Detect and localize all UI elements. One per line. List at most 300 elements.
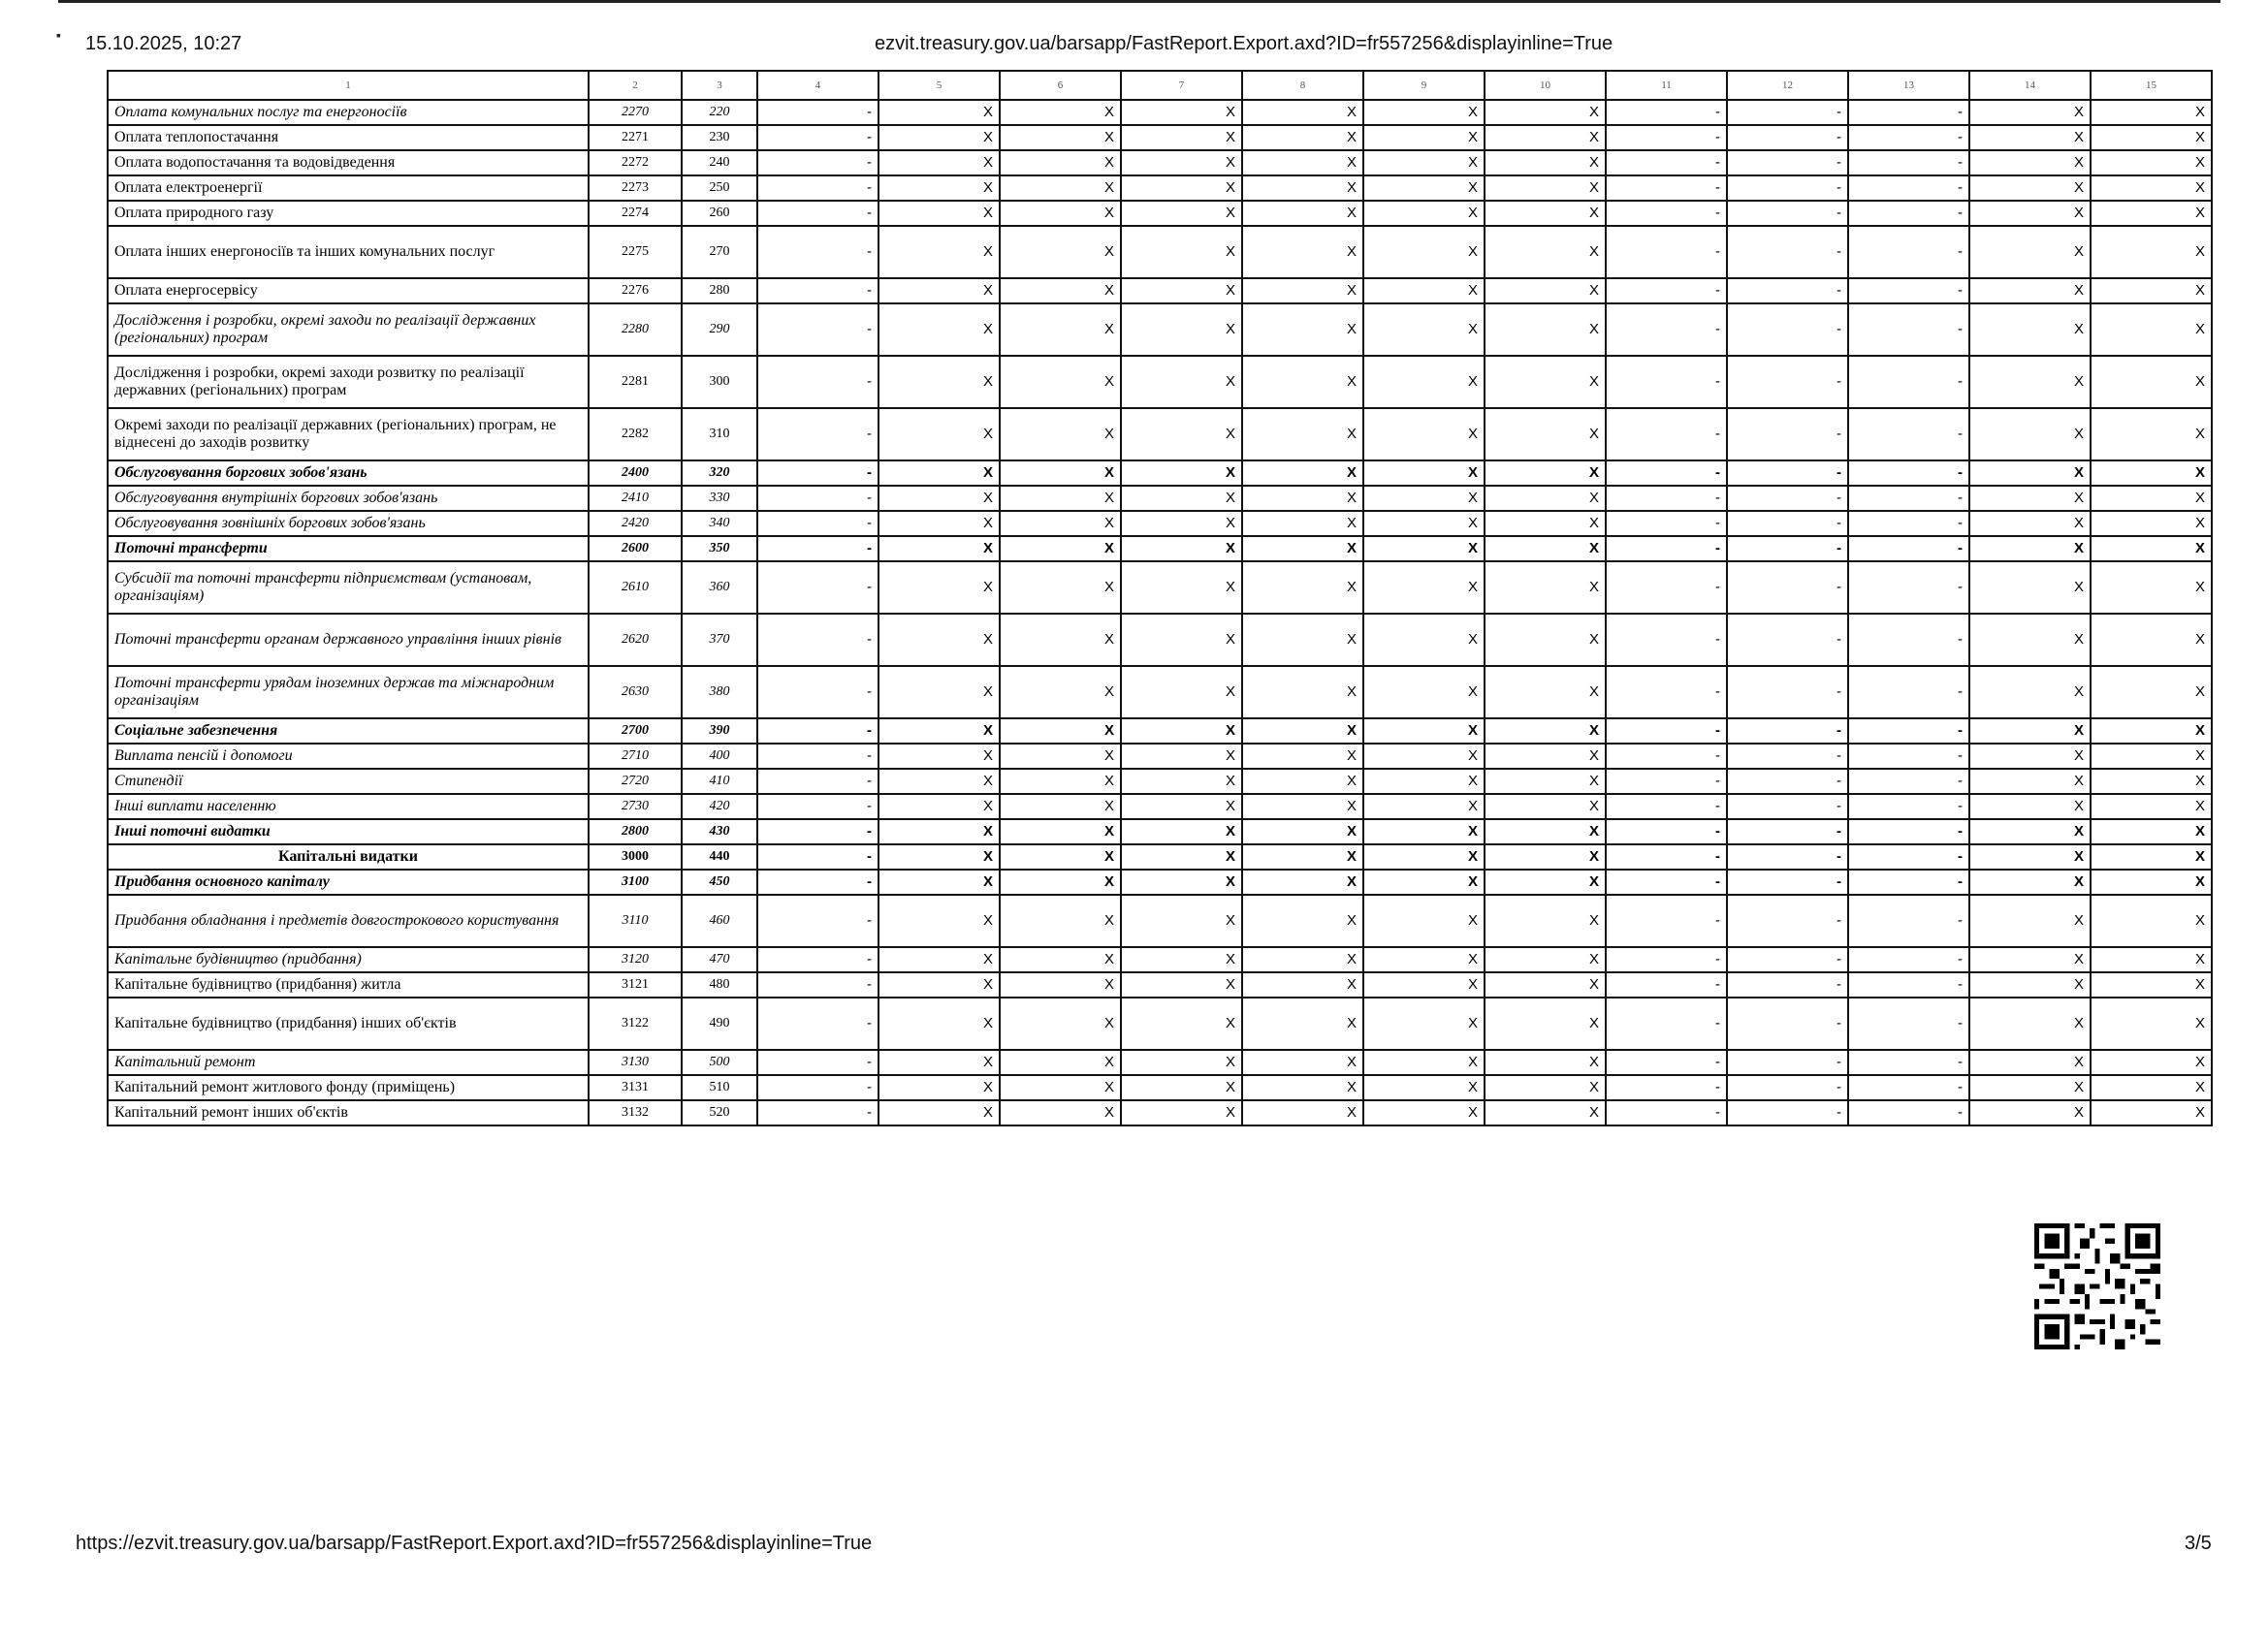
table-cell: X xyxy=(1121,460,1242,486)
table-row xyxy=(108,175,2212,201)
table-cell: X xyxy=(1363,870,1485,895)
table-cell: - xyxy=(757,998,878,1050)
row-line-code: 260 xyxy=(682,201,757,226)
table-cell: X xyxy=(878,895,1000,947)
table-cell: - xyxy=(1727,175,1848,201)
table-cell: X xyxy=(1969,614,2091,666)
table-cell: X xyxy=(1969,794,2091,819)
table-cell: X xyxy=(1000,536,1121,561)
table-cell: - xyxy=(1606,1050,1727,1075)
table-cell: X xyxy=(1000,972,1121,998)
table-cell: X xyxy=(2091,125,2212,150)
table-cell: X xyxy=(1363,1100,1485,1125)
table-cell: - xyxy=(1848,460,1969,486)
row-kekv-code: 3120 xyxy=(589,947,682,972)
table-cell: - xyxy=(1606,769,1727,794)
table-cell: X xyxy=(1000,100,1121,125)
table-cell: X xyxy=(1242,278,1363,303)
row-line-code: 270 xyxy=(682,226,757,278)
table-cell: - xyxy=(1727,226,1848,278)
table-cell: - xyxy=(1727,536,1848,561)
table-cell: - xyxy=(1606,125,1727,150)
column-number: 10 xyxy=(1485,71,1606,100)
table-row xyxy=(108,998,2212,1050)
table-cell: X xyxy=(878,125,1000,150)
row-label: Капітальні видатки xyxy=(108,844,589,870)
table-cell: X xyxy=(1000,201,1121,226)
table-row xyxy=(108,278,2212,303)
table-cell: X xyxy=(1363,947,1485,972)
table-cell: X xyxy=(1485,769,1606,794)
table-cell: X xyxy=(878,278,1000,303)
table-cell: X xyxy=(1969,511,2091,536)
table-cell: - xyxy=(757,408,878,460)
table-cell: X xyxy=(1363,226,1485,278)
table-cell: X xyxy=(2091,175,2212,201)
table-cell: - xyxy=(1727,794,1848,819)
table-cell: X xyxy=(1363,536,1485,561)
table-cell: - xyxy=(757,947,878,972)
table-cell: X xyxy=(2091,972,2212,998)
table-cell: X xyxy=(1363,844,1485,870)
row-label: Капітальний ремонт xyxy=(108,1050,589,1075)
row-label: Капітальне будівництво (придбання) xyxy=(108,947,589,972)
table-cell: X xyxy=(1363,561,1485,614)
table-cell: X xyxy=(1000,150,1121,175)
column-number: 8 xyxy=(1242,71,1363,100)
table-cell: X xyxy=(1242,511,1363,536)
table-cell: - xyxy=(1606,511,1727,536)
table-cell: X xyxy=(1242,769,1363,794)
row-line-code: 480 xyxy=(682,972,757,998)
table-row xyxy=(108,125,2212,150)
table-cell: X xyxy=(1121,718,1242,744)
table-cell: X xyxy=(1000,561,1121,614)
table-cell: X xyxy=(878,408,1000,460)
table-cell: X xyxy=(1121,536,1242,561)
table-cell: - xyxy=(1727,666,1848,718)
row-line-code: 360 xyxy=(682,561,757,614)
table-cell: X xyxy=(1000,460,1121,486)
table-cell: X xyxy=(1363,486,1485,511)
table-cell: - xyxy=(1848,870,1969,895)
table-cell: X xyxy=(2091,844,2212,870)
table-cell: X xyxy=(1485,561,1606,614)
table-cell: X xyxy=(2091,356,2212,408)
table-cell: - xyxy=(1848,408,1969,460)
table-cell: X xyxy=(2091,794,2212,819)
column-number: 5 xyxy=(878,71,1000,100)
table-cell: X xyxy=(1242,175,1363,201)
table-cell: X xyxy=(1121,998,1242,1050)
row-kekv-code: 3100 xyxy=(589,870,682,895)
table-cell: X xyxy=(878,998,1000,1050)
table-cell: X xyxy=(1363,511,1485,536)
table-cell: X xyxy=(2091,769,2212,794)
table-cell: - xyxy=(1727,303,1848,356)
table-cell: X xyxy=(1242,614,1363,666)
table-cell: - xyxy=(757,1100,878,1125)
table-row xyxy=(108,226,2212,278)
table-cell: X xyxy=(1363,150,1485,175)
table-cell: - xyxy=(757,511,878,536)
row-label: Оплата енергосервісу xyxy=(108,278,589,303)
page-url-header: ezvit.treasury.gov.ua/barsapp/FastReport.Export.axd?ID=fr557256&displayinline=True xyxy=(875,33,1613,54)
table-cell: X xyxy=(1121,947,1242,972)
table-cell: X xyxy=(1000,844,1121,870)
table-cell: - xyxy=(757,614,878,666)
row-label: Інші поточні видатки xyxy=(108,819,589,844)
table-cell: X xyxy=(1121,561,1242,614)
table-cell: - xyxy=(757,844,878,870)
row-kekv-code: 2600 xyxy=(589,536,682,561)
table-cell: X xyxy=(2091,1075,2212,1100)
table-cell: X xyxy=(1363,744,1485,769)
row-kekv-code: 3130 xyxy=(589,1050,682,1075)
table-cell: X xyxy=(878,150,1000,175)
row-line-code: 490 xyxy=(682,998,757,1050)
table-row xyxy=(108,1100,2212,1125)
table-cell: X xyxy=(1363,125,1485,150)
row-line-code: 220 xyxy=(682,100,757,125)
row-line-code: 350 xyxy=(682,536,757,561)
row-kekv-code: 2276 xyxy=(589,278,682,303)
table-cell: - xyxy=(1606,100,1727,125)
table-cell: X xyxy=(1000,486,1121,511)
row-label: Поточні трансферти органам державного управління інших рівнів xyxy=(108,614,589,666)
row-line-code: 410 xyxy=(682,769,757,794)
table-cell: X xyxy=(1485,536,1606,561)
page-number: 3/5 xyxy=(2185,1533,2212,1554)
table-row xyxy=(108,356,2212,408)
table-cell: X xyxy=(1485,870,1606,895)
row-label: Виплата пенсій і допомоги xyxy=(108,744,589,769)
table-cell: X xyxy=(1969,486,2091,511)
table-cell: X xyxy=(2091,561,2212,614)
table-row xyxy=(108,844,2212,870)
table-cell: X xyxy=(1363,666,1485,718)
table-cell: X xyxy=(1000,303,1121,356)
table-cell: X xyxy=(2091,201,2212,226)
row-kekv-code: 2282 xyxy=(589,408,682,460)
table-cell: X xyxy=(1363,769,1485,794)
column-number: 6 xyxy=(1000,71,1121,100)
table-row xyxy=(108,1050,2212,1075)
row-label: Оплата теплопостачання xyxy=(108,125,589,150)
table-cell: X xyxy=(1485,226,1606,278)
table-cell: X xyxy=(1485,201,1606,226)
column-number: 2 xyxy=(589,71,682,100)
table-cell: - xyxy=(1848,100,1969,125)
table-cell: X xyxy=(1363,278,1485,303)
row-label: Інші виплати населенню xyxy=(108,794,589,819)
table-cell: X xyxy=(1242,486,1363,511)
table-cell: - xyxy=(1606,561,1727,614)
column-number: 13 xyxy=(1848,71,1969,100)
table-cell: X xyxy=(1485,844,1606,870)
table-cell: X xyxy=(1121,278,1242,303)
table-cell: X xyxy=(1363,175,1485,201)
row-label: Оплата інших енергоносіїв та інших комунальних послуг xyxy=(108,226,589,278)
table-cell: X xyxy=(1485,895,1606,947)
table-row xyxy=(108,536,2212,561)
table-cell: X xyxy=(1242,460,1363,486)
row-line-code: 250 xyxy=(682,175,757,201)
table-cell: X xyxy=(1242,718,1363,744)
table-cell: - xyxy=(1606,794,1727,819)
table-cell: - xyxy=(1606,1075,1727,1100)
row-line-code: 500 xyxy=(682,1050,757,1075)
table-cell: - xyxy=(1848,201,1969,226)
row-line-code: 430 xyxy=(682,819,757,844)
table-cell: X xyxy=(1121,408,1242,460)
table-cell: X xyxy=(1242,1050,1363,1075)
table-cell: X xyxy=(1363,408,1485,460)
table-cell: - xyxy=(1848,486,1969,511)
table-cell: X xyxy=(878,819,1000,844)
table-cell: X xyxy=(1242,794,1363,819)
table-cell: - xyxy=(1606,744,1727,769)
table-cell: - xyxy=(1848,895,1969,947)
table-row xyxy=(108,819,2212,844)
page-url-footer: https://ezvit.treasury.gov.ua/barsapp/FastReport.Export.axd?ID=fr557256&displayinline=True xyxy=(76,1533,873,1554)
table-cell: X xyxy=(1242,1075,1363,1100)
table-cell: X xyxy=(1242,819,1363,844)
table-cell: - xyxy=(1727,744,1848,769)
table-cell: X xyxy=(1485,303,1606,356)
table-cell: - xyxy=(1848,175,1969,201)
table-cell: X xyxy=(1485,744,1606,769)
table-cell: - xyxy=(757,718,878,744)
table-cell: - xyxy=(1606,356,1727,408)
table-cell: X xyxy=(1000,278,1121,303)
row-kekv-code: 2730 xyxy=(589,794,682,819)
table-cell: X xyxy=(1485,794,1606,819)
table-cell: - xyxy=(1727,356,1848,408)
row-label: Оплата водопостачання та водовідведення xyxy=(108,150,589,175)
table-cell: X xyxy=(1363,100,1485,125)
table-cell: X xyxy=(1121,175,1242,201)
table-cell: - xyxy=(1727,125,1848,150)
row-label: Дослідження і розробки, окремі заходи по реалізації державних (регіональних) програм xyxy=(108,303,589,356)
column-number: 9 xyxy=(1363,71,1485,100)
table-cell: - xyxy=(757,1075,878,1100)
row-label: Поточні трансферти урядам іноземних держав та міжнародним організаціям xyxy=(108,666,589,718)
table-cell: X xyxy=(1363,998,1485,1050)
table-cell: - xyxy=(1727,1050,1848,1075)
row-line-code: 460 xyxy=(682,895,757,947)
table-cell: X xyxy=(1485,998,1606,1050)
row-kekv-code: 2272 xyxy=(589,150,682,175)
table-cell: X xyxy=(1000,1100,1121,1125)
table-row xyxy=(108,561,2212,614)
table-cell: - xyxy=(1727,201,1848,226)
row-line-code: 400 xyxy=(682,744,757,769)
table-cell: X xyxy=(1242,744,1363,769)
table-cell: X xyxy=(1121,819,1242,844)
table-cell: X xyxy=(1000,769,1121,794)
table-cell: X xyxy=(1242,408,1363,460)
table-cell: - xyxy=(1848,819,1969,844)
table-cell: X xyxy=(1969,536,2091,561)
table-cell: X xyxy=(1000,614,1121,666)
table-row xyxy=(108,718,2212,744)
table-cell: X xyxy=(1242,201,1363,226)
table-cell: X xyxy=(1000,356,1121,408)
table-cell: X xyxy=(1485,947,1606,972)
row-line-code: 300 xyxy=(682,356,757,408)
table-cell: - xyxy=(1727,408,1848,460)
table-cell: X xyxy=(1000,1075,1121,1100)
table-cell: - xyxy=(757,460,878,486)
table-cell: X xyxy=(1242,100,1363,125)
table-cell: - xyxy=(757,794,878,819)
table-cell: - xyxy=(1727,1100,1848,1125)
table-cell: X xyxy=(1969,1075,2091,1100)
table-cell: X xyxy=(1242,998,1363,1050)
table-cell: X xyxy=(1969,150,2091,175)
table-cell: X xyxy=(1000,718,1121,744)
table-cell: X xyxy=(1000,666,1121,718)
table-cell: - xyxy=(1606,870,1727,895)
row-label: Обслуговування зовнішніх боргових зобов'язань xyxy=(108,511,589,536)
table-cell: X xyxy=(2091,870,2212,895)
table-cell: X xyxy=(1969,356,2091,408)
table-cell: X xyxy=(1485,125,1606,150)
table-cell: - xyxy=(1848,972,1969,998)
row-kekv-code: 3131 xyxy=(589,1075,682,1100)
table-cell: X xyxy=(1121,125,1242,150)
table-cell: X xyxy=(1363,895,1485,947)
table-cell: - xyxy=(1848,998,1969,1050)
table-cell: - xyxy=(1848,1075,1969,1100)
table-cell: X xyxy=(1969,100,2091,125)
table-cell: X xyxy=(878,947,1000,972)
table-cell: X xyxy=(1485,408,1606,460)
table-cell: - xyxy=(1848,769,1969,794)
row-line-code: 310 xyxy=(682,408,757,460)
table-cell: - xyxy=(757,1050,878,1075)
table-cell: - xyxy=(1606,175,1727,201)
table-cell: X xyxy=(878,100,1000,125)
table-cell: X xyxy=(878,511,1000,536)
table-cell: - xyxy=(757,201,878,226)
table-cell: X xyxy=(878,718,1000,744)
table-cell: X xyxy=(1363,819,1485,844)
table-cell: - xyxy=(1727,844,1848,870)
table-cell: - xyxy=(1606,972,1727,998)
table-cell: - xyxy=(1606,895,1727,947)
row-kekv-code: 3000 xyxy=(589,844,682,870)
table-cell: X xyxy=(1121,794,1242,819)
row-line-code: 370 xyxy=(682,614,757,666)
column-number: 12 xyxy=(1727,71,1848,100)
table-cell: X xyxy=(1969,844,2091,870)
table-cell: X xyxy=(1969,175,2091,201)
table-cell: X xyxy=(878,614,1000,666)
row-kekv-code: 3122 xyxy=(589,998,682,1050)
table-cell: X xyxy=(1242,561,1363,614)
table-cell: X xyxy=(1121,150,1242,175)
row-kekv-code: 2281 xyxy=(589,356,682,408)
table-cell: X xyxy=(878,226,1000,278)
row-label: Придбання основного капіталу xyxy=(108,870,589,895)
table-row xyxy=(108,614,2212,666)
table-row xyxy=(108,895,2212,947)
table-cell: - xyxy=(757,870,878,895)
row-kekv-code: 2420 xyxy=(589,511,682,536)
table-cell: - xyxy=(757,303,878,356)
row-label: Оплата комунальних послуг та енергоносіїв xyxy=(108,100,589,125)
table-cell: X xyxy=(2091,278,2212,303)
table-cell: X xyxy=(2091,226,2212,278)
row-line-code: 230 xyxy=(682,125,757,150)
table-cell: X xyxy=(1242,125,1363,150)
table-row xyxy=(108,150,2212,175)
table-cell: - xyxy=(1606,718,1727,744)
row-line-code: 420 xyxy=(682,794,757,819)
row-kekv-code: 2273 xyxy=(589,175,682,201)
table-cell: X xyxy=(1969,972,2091,998)
table-cell: - xyxy=(757,125,878,150)
table-cell: - xyxy=(1848,844,1969,870)
table-cell: - xyxy=(757,486,878,511)
row-label: Оплата електроенергії xyxy=(108,175,589,201)
row-kekv-code: 2275 xyxy=(589,226,682,278)
table-cell: X xyxy=(878,460,1000,486)
table-cell: X xyxy=(1121,100,1242,125)
row-kekv-code: 2280 xyxy=(589,303,682,356)
table-cell: X xyxy=(2091,666,2212,718)
table-cell: X xyxy=(1242,303,1363,356)
table-cell: X xyxy=(1121,511,1242,536)
table-cell: - xyxy=(1727,972,1848,998)
table-cell: X xyxy=(1000,819,1121,844)
table-row xyxy=(108,794,2212,819)
table-cell: X xyxy=(1242,947,1363,972)
row-kekv-code: 2410 xyxy=(589,486,682,511)
table-cell: X xyxy=(1121,1075,1242,1100)
table-cell: X xyxy=(1242,895,1363,947)
table-row xyxy=(108,511,2212,536)
table-cell: - xyxy=(1727,947,1848,972)
table-cell: - xyxy=(1727,870,1848,895)
row-label: Оплата природного газу xyxy=(108,201,589,226)
table-cell: X xyxy=(2091,511,2212,536)
table-cell: X xyxy=(2091,460,2212,486)
table-cell: X xyxy=(878,794,1000,819)
table-cell: X xyxy=(1121,844,1242,870)
table-cell: X xyxy=(878,1050,1000,1075)
row-kekv-code: 2271 xyxy=(589,125,682,150)
row-kekv-code: 3121 xyxy=(589,972,682,998)
table-cell: X xyxy=(1485,1100,1606,1125)
table-cell: X xyxy=(2091,100,2212,125)
column-number: 14 xyxy=(1969,71,2091,100)
table-cell: X xyxy=(1485,1050,1606,1075)
table-cell: X xyxy=(878,870,1000,895)
table-cell: X xyxy=(1363,356,1485,408)
table-cell: X xyxy=(1363,460,1485,486)
table-cell: - xyxy=(1606,819,1727,844)
table-cell: X xyxy=(1485,614,1606,666)
qr-code-icon xyxy=(2033,1223,2161,1349)
table-cell: X xyxy=(1969,666,2091,718)
row-line-code: 290 xyxy=(682,303,757,356)
table-row xyxy=(108,486,2212,511)
table-row xyxy=(108,201,2212,226)
table-cell: - xyxy=(1727,460,1848,486)
